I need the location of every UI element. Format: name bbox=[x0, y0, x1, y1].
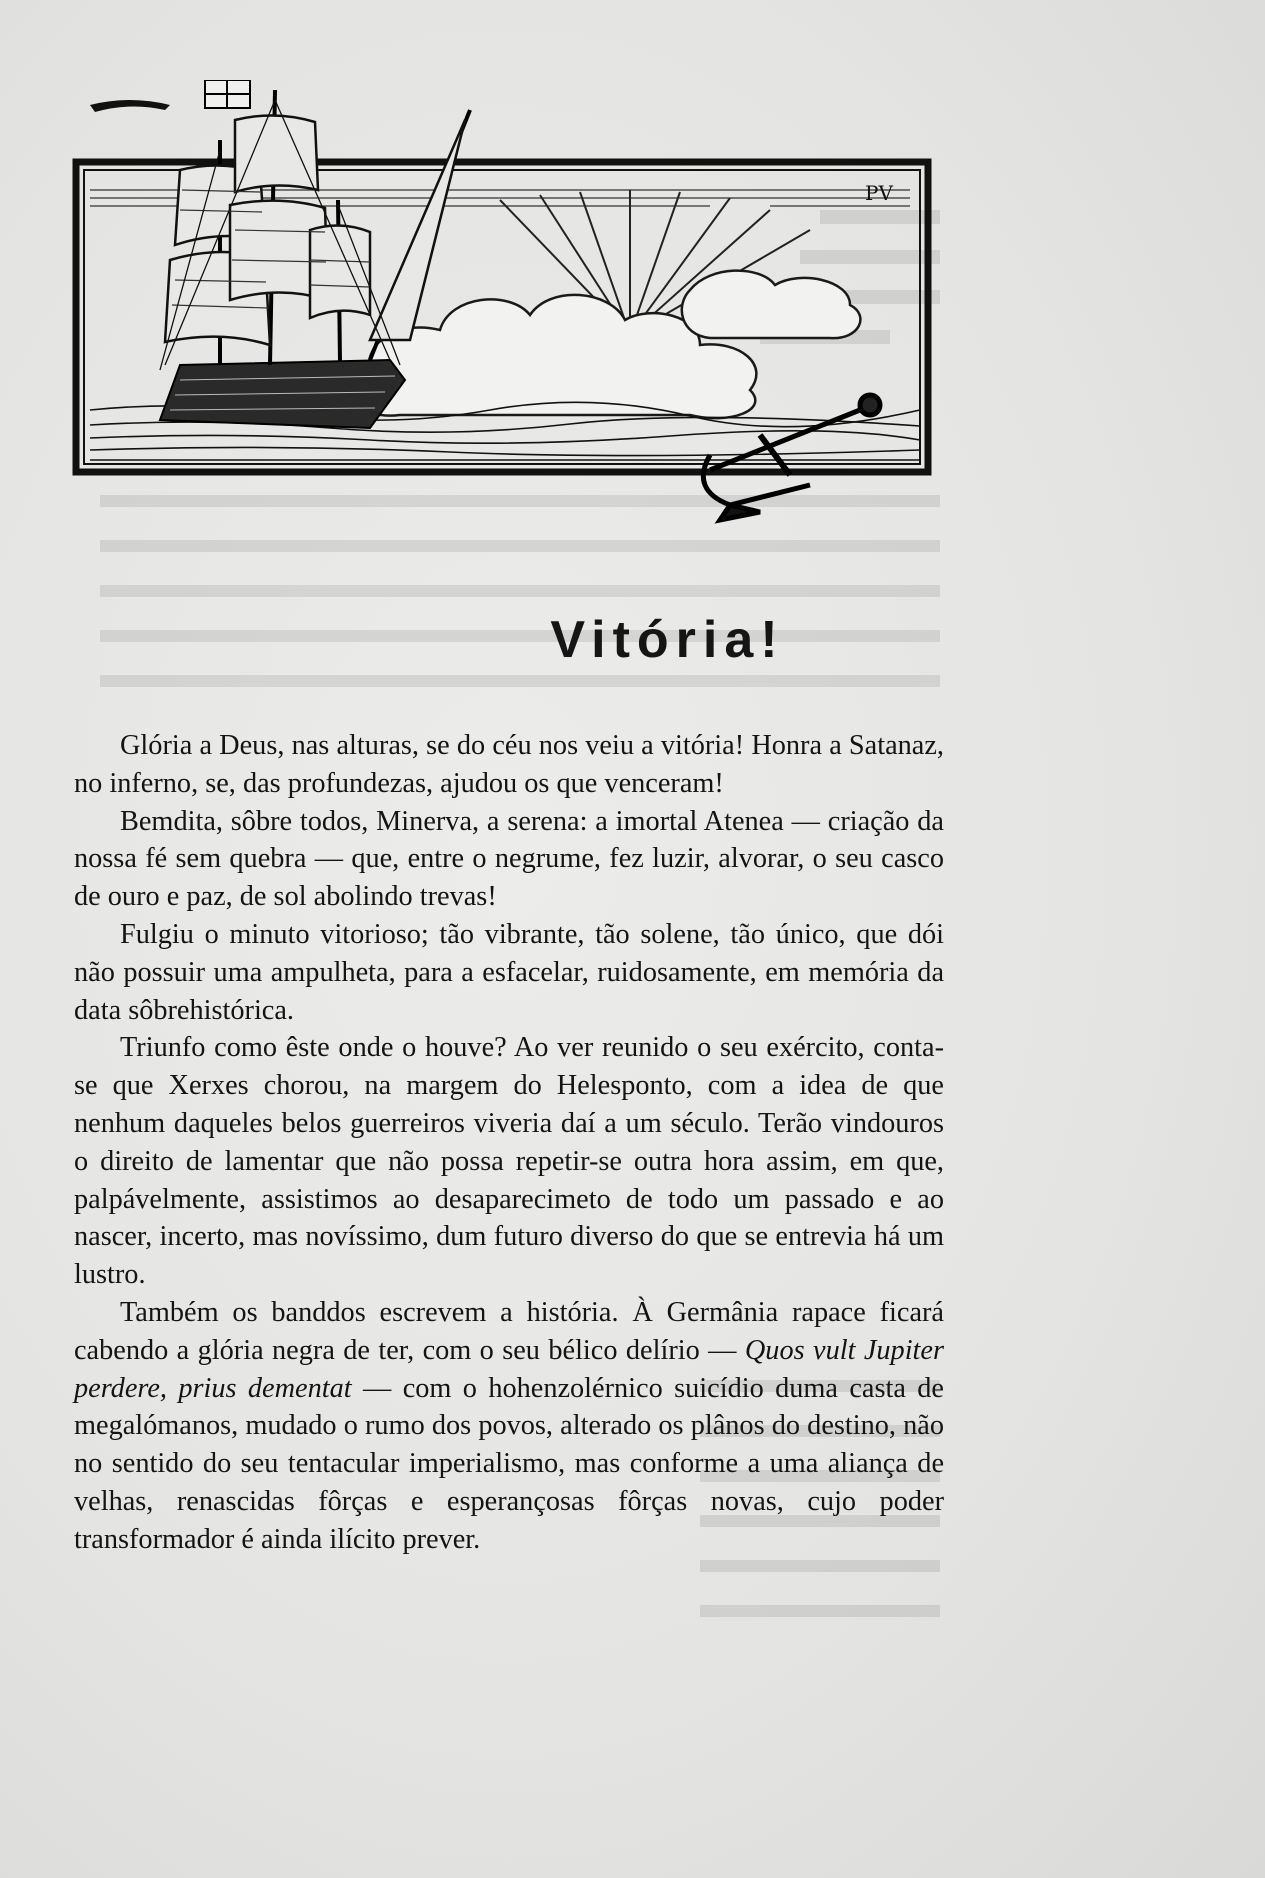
article-body bbox=[74, 727, 944, 1559]
page-title: Vitória! bbox=[550, 610, 785, 669]
paragraph-5-start: Também os banddos escrevem a história. À Germânia rapace ficará cabendo a glória negra de ter, com o seu bélico delírio — bbox=[74, 1296, 944, 1366]
paragraph-2: Bemdita, sôbre todos, Minerva, a serena: a imortal Atenea — criação da nossa fé sem quebra — que, entre o negrume, fez luzir, alvorar, o seu casco de ouro e paz, de sol abolindo trevas! bbox=[74, 805, 944, 913]
paragraph-3: Fulgiu o minuto vitorioso; tão vibrante, tão solene, tão único, que dói não possuir uma ampulheta, para a esfacelar, ruidosamente, em memória da data sôbrehistórica. bbox=[74, 918, 944, 1026]
latin-quote: Quos vult Jupiter perdere, prius dementat bbox=[74, 1334, 944, 1404]
paragraph-4: Triunfo como êste onde o houve? Ao ver reunido o seu exército, conta-se que Xerxes chorou, na margem do Helesponto, com a idea de que nenhum daqueles belos guerreiros viveria daí a um século. Terão vindouros o direito de lamentar que não possa repetir-se outra hora assim, em que, palpávelmente, assistimos ao desaparecimeto de todo um passado e ao nascer, incerto, mas novíssimo, dum futuro diverso do que se entrevia há um lustro. bbox=[74, 1032, 944, 1291]
flag-icon bbox=[205, 80, 250, 108]
paragraph-5-end: — com o hohenzolérnico suicídio duma casta de megalómanos, mudado o rumo dos povos, alterado os plânos do destino, não no sentido do seu tentacular imperialismo, mas conforme a uma aliança de velhas, renascidas fôrças e esperançosas fôrças novas, cujo poder transformador é ainda ilícito prever. bbox=[74, 1372, 944, 1555]
ship-illustration bbox=[70, 80, 970, 530]
paragraph-5 bbox=[74, 1294, 944, 1559]
paragraph-1: Glória a Deus, nas alturas, se do céu nos veiu a vitória! Honra a Satanaz, no inferno, se, das profundezas, ajudou os que venceram! bbox=[74, 730, 944, 799]
illustration-monogram: PV bbox=[865, 181, 893, 205]
